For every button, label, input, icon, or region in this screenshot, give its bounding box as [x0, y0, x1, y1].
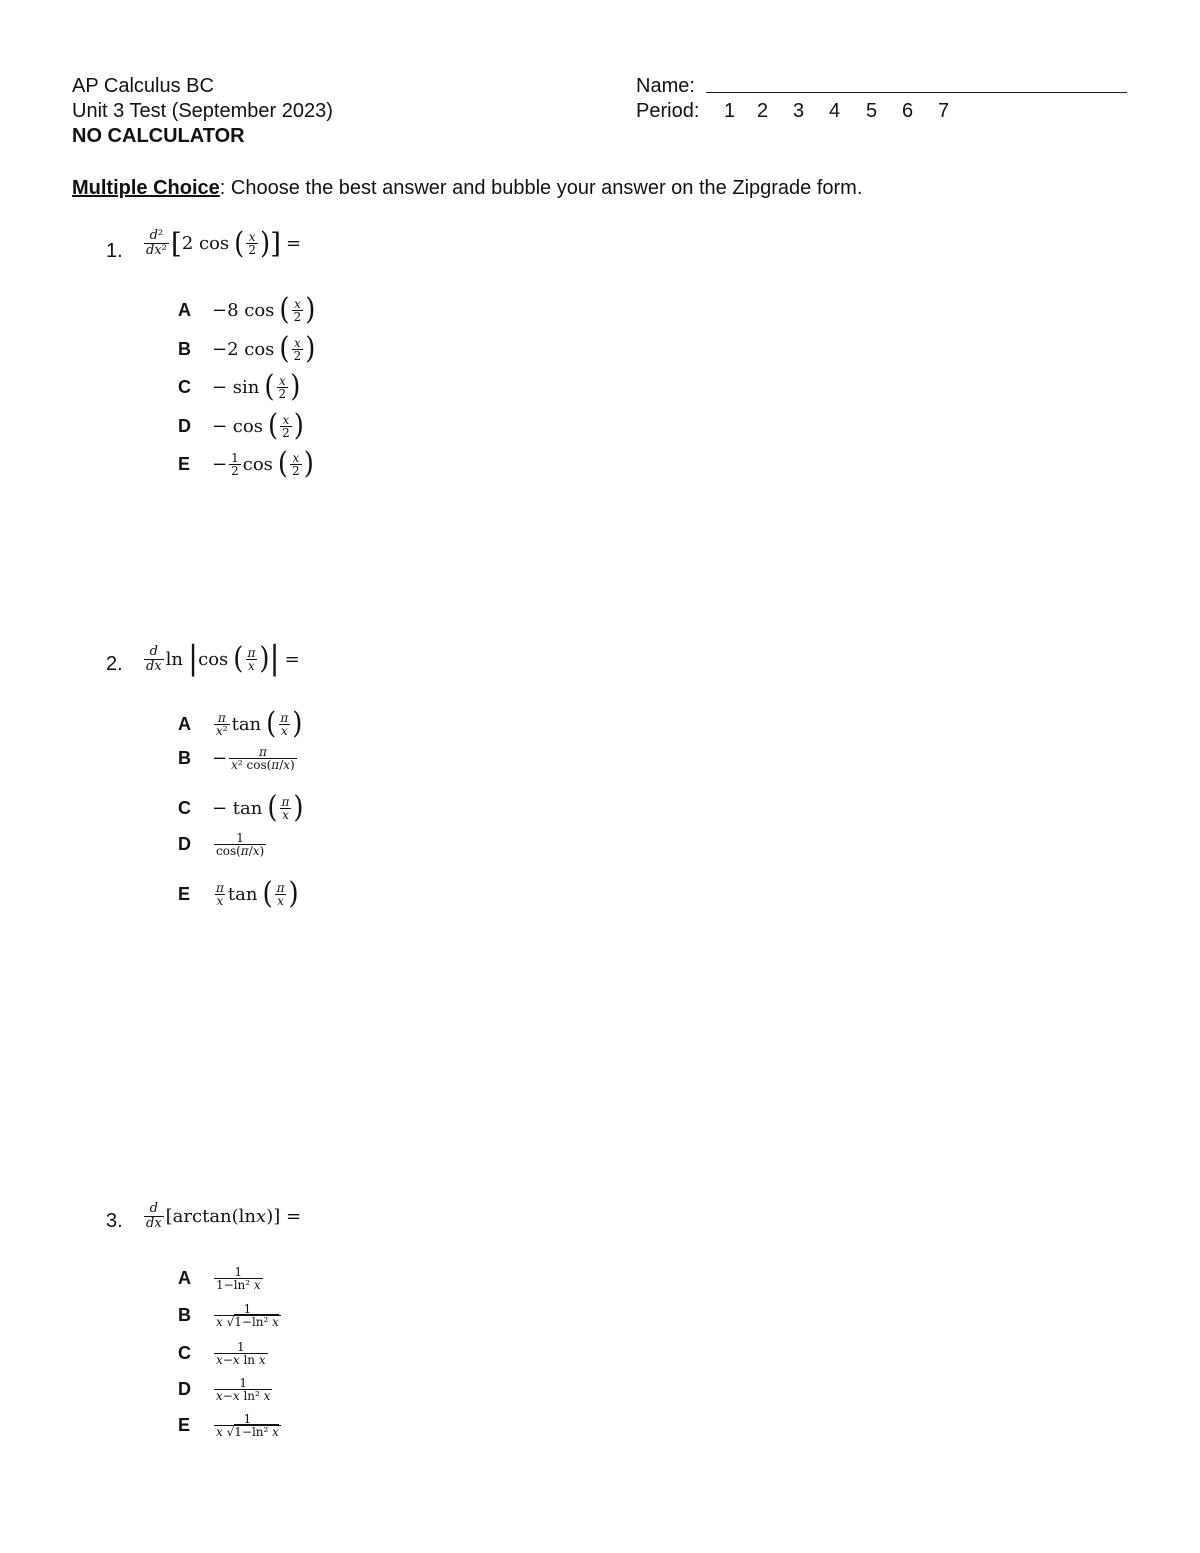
q1-option-d-letter: D [178, 415, 191, 436]
q2-option-a-letter: A [178, 713, 191, 734]
q3-option-b-letter: B [178, 1305, 191, 1325]
q3-option-e-letter: E [178, 1415, 191, 1435]
q3-option-a[interactable]: A $\frac{1}{\text{1−ln² x}}$ [178, 1265, 261, 1292]
q2-option-a[interactable]: A $\frac{\pi}{\text{x²}}$ tan ( $\frac{\pi}{x}$ ) [178, 706, 303, 742]
period-option-5[interactable]: 5 [866, 100, 878, 122]
q2-option-c[interactable]: C − tan ( $\frac{\pi}{x}$ ) [178, 790, 304, 826]
q1-option-a[interactable]: A −8 cos ( $\frac{x}{2}$ ) [178, 292, 316, 328]
q2-option-b-letter: B [178, 748, 191, 768]
period-label: Period: [636, 100, 700, 122]
q1-option-c-letter: C [178, 376, 191, 397]
question-1-expression: $\frac{\text{d²}}{\text{dx²}}$ [ 2 cos ( $\frac{x}{2}$ ) ] = [146, 226, 302, 261]
q3-option-d[interactable]: D $\frac{1}{\text{x−x ln² x}}$ [178, 1376, 271, 1403]
q2-option-b[interactable]: B − $\frac{\pi}{\text{x² cos(π/x)}}$ [178, 745, 295, 772]
course-title: AP Calculus BC [72, 75, 214, 97]
question-2-number: 2. [106, 653, 123, 675]
period-option-1[interactable]: 1 [724, 100, 736, 122]
q1-option-b[interactable]: B −2 cos ( $\frac{x}{2}$ ) [178, 331, 316, 367]
q3-option-d-letter: D [178, 1379, 191, 1399]
period-option-3[interactable]: 3 [793, 100, 805, 122]
q3-option-c-letter: C [178, 1343, 191, 1363]
instructions-text: : Choose the best answer and bubble your answer on the Zipgrade form. [219, 177, 863, 199]
period-option-6[interactable]: 6 [902, 100, 914, 122]
test-title: Unit 3 Test (September 2023) [72, 100, 333, 122]
q3-option-e[interactable]: E $\frac{1}{\text{x √1−ln² x}}$ [178, 1412, 279, 1439]
calculator-note: NO CALCULATOR [72, 125, 245, 147]
name-label: Name: [636, 75, 695, 97]
question-3-number: 3. [106, 1210, 123, 1232]
q1-option-b-letter: B [178, 338, 191, 359]
q2-option-d[interactable]: D $\frac{1}{\cos(\pi/x)}$ [178, 831, 265, 858]
period-option-2[interactable]: 2 [757, 100, 769, 122]
question-3-expression: $\frac{d}{dx}$ [arctan(ln x )] = [146, 1201, 302, 1231]
q1-option-d[interactable]: D − cos ( $\frac{x}{2}$ ) [178, 408, 304, 444]
period-option-7[interactable]: 7 [938, 100, 950, 122]
question-1-number: 1. [106, 240, 123, 262]
q3-option-b[interactable]: B $\frac{1}{\text{x √1−ln² x}}$ [178, 1302, 279, 1329]
instructions-heading: Multiple Choice [72, 177, 220, 199]
q2-option-e-letter: E [178, 883, 191, 904]
q1-option-e-letter: E [178, 453, 191, 474]
q3-option-c[interactable]: C $\frac{1}{\text{x−x ln x}}$ [178, 1340, 266, 1367]
q3-option-a-letter: A [178, 1268, 191, 1288]
question-2-expression: $\frac{d}{dx}$ ln | cos ( $\frac{\pi}{x}$ ) | = [146, 639, 300, 678]
instructions [72, 177, 862, 200]
period-option-4[interactable]: 4 [829, 100, 841, 122]
q1-option-a-letter: A [178, 299, 191, 320]
q1-option-e[interactable]: E − $\frac{1}{2}$ cos ( $\frac{x}{2}$ ) [178, 446, 314, 482]
q1-option-c[interactable]: C − sin ( $\frac{x}{2}$ ) [178, 369, 301, 405]
name-blank-line[interactable] [706, 92, 1127, 93]
q2-option-e[interactable]: E $\frac{\pi}{x}$ tan ( $\frac{\pi}{x}$ ) [178, 876, 299, 912]
q2-option-d-letter: D [178, 834, 191, 854]
q2-option-c-letter: C [178, 797, 191, 818]
